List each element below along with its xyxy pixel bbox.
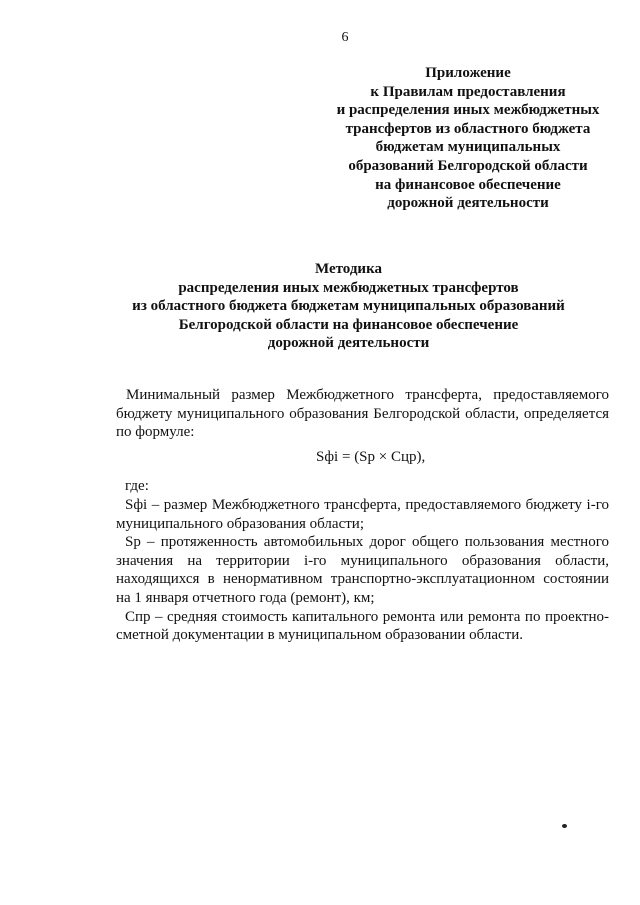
- definition-sp: Sp – протяженность автомобильных дорог общего пользования местного значения на территории i-го муниципального образования области, находящихся в ненормативном транспортно-эксплуатационном состоянии на 1 января отчетного года (ремонт), км;: [116, 534, 609, 606]
- definition-spr: Спр – средняя стоимость капитального ремонта или ремонта по проектно-сметной документации в муниципальном образовании области.: [116, 608, 609, 644]
- intro-paragraph: Минимальный размер Межбюджетного трансферта, предоставляемого бюджету муниципального образования Белгородской области, определяется по формуле:: [116, 387, 609, 441]
- where-label: где:: [125, 478, 149, 494]
- appendix-line: на финансовое обеспечение: [375, 176, 561, 193]
- definition-sfi: Sфi – размер Межбюджетного трансферта, предоставляемого бюджету i-го муниципального образования области;: [116, 497, 609, 532]
- ink-dot: [562, 824, 567, 828]
- methodology-line: дорожной деятельности: [267, 335, 430, 352]
- intro-block: [116, 386, 609, 442]
- methodology-title: [100, 260, 597, 353]
- formula: Sфi = (Sp × Сцр),: [316, 449, 426, 465]
- appendix-line: дорожной деятельности: [387, 195, 549, 212]
- appendix-header: [330, 64, 606, 213]
- methodology-line: распределения иных межбюджетных трансфертов: [178, 279, 519, 296]
- page-number: 6: [341, 30, 349, 45]
- appendix-line: и распределения иных межбюджетных: [336, 102, 600, 119]
- methodology-line: из областного бюджета бюджетам муниципальных образований: [132, 298, 565, 315]
- appendix-line: трансфертов из областного бюджета: [345, 120, 591, 137]
- appendix-line: образований Белгородской области: [348, 157, 588, 174]
- methodology-line: Методика: [314, 261, 382, 277]
- methodology-line: Белгородской области на финансовое обеспечение: [178, 316, 519, 333]
- appendix-line: к Правилам предоставления: [370, 83, 566, 100]
- definitions-block: [116, 496, 609, 645]
- appendix-line: бюджетам муниципальных: [375, 139, 561, 156]
- appendix-line: Приложение: [425, 65, 511, 81]
